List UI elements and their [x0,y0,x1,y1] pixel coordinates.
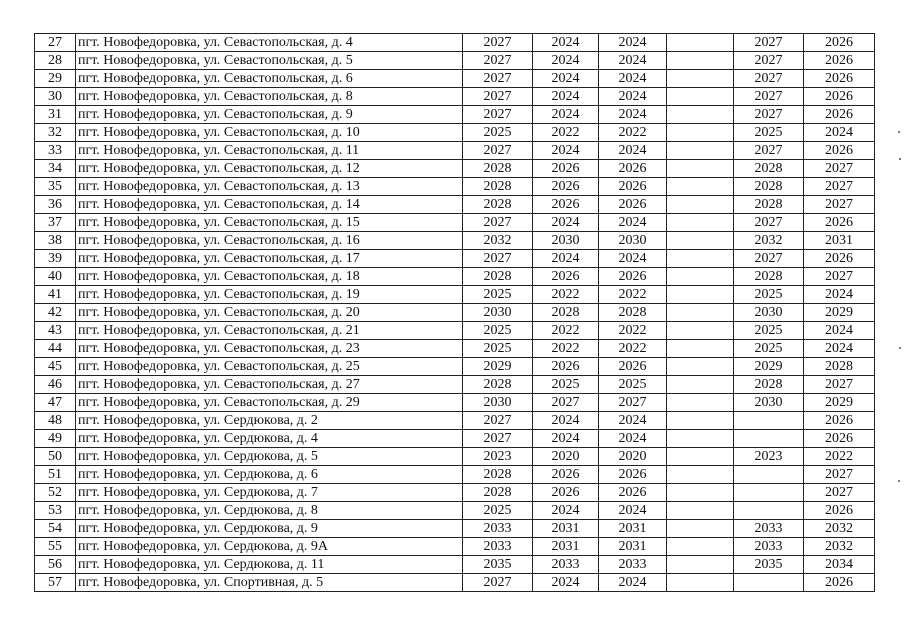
table-row [35,34,875,52]
year-col-5: 2027 [734,70,804,88]
year-col-6: 2026 [804,142,875,160]
table-row [35,106,875,124]
year-col-1: 2027 [463,574,533,592]
year-col-2: 2026 [533,268,599,286]
year-col-1: 2030 [463,394,533,412]
year-col-4 [667,340,734,358]
scan-speck [899,158,901,160]
year-col-6: 2026 [804,70,875,88]
year-col-4 [667,70,734,88]
year-col-2: 2024 [533,88,599,106]
year-col-2: 2026 [533,484,599,502]
year-col-2: 2025 [533,376,599,394]
year-col-1: 2028 [463,178,533,196]
row-number: 40 [35,268,76,286]
year-col-4 [667,484,734,502]
year-col-2: 2024 [533,574,599,592]
year-col-1: 2025 [463,286,533,304]
year-col-6: 2026 [804,106,875,124]
year-col-3: 2024 [599,502,667,520]
year-col-5: 2032 [734,232,804,250]
address-cell: пгт. Новофедоровка, ул. Севастопольская, д. 29 [76,394,463,412]
table-row [35,340,875,358]
year-col-3: 2031 [599,538,667,556]
year-col-3: 2026 [599,160,667,178]
row-number: 46 [35,376,76,394]
year-col-2: 2024 [533,34,599,52]
year-col-6: 2027 [804,178,875,196]
year-col-4 [667,160,734,178]
year-col-4 [667,430,734,448]
table-row [35,286,875,304]
address-cell: пгт. Новофедоровка, ул. Севастопольская, д. 18 [76,268,463,286]
address-cell: пгт. Новофедоровка, ул. Сердюкова, д. 2 [76,412,463,430]
year-col-5: 2027 [734,106,804,124]
year-col-5: 2025 [734,286,804,304]
year-col-1: 2032 [463,232,533,250]
year-col-3: 2022 [599,286,667,304]
year-col-4 [667,232,734,250]
year-col-6: 2028 [804,358,875,376]
table-row [35,322,875,340]
address-cell: пгт. Новофедоровка, ул. Севастопольская, д. 20 [76,304,463,322]
year-col-1: 2028 [463,160,533,178]
year-col-5: 2028 [734,196,804,214]
year-col-5: 2025 [734,340,804,358]
year-col-4 [667,34,734,52]
address-cell: пгт. Новофедоровка, ул. Сердюкова, д. 11 [76,556,463,574]
row-number: 47 [35,394,76,412]
year-col-3: 2024 [599,430,667,448]
table-body [35,34,875,592]
table-row [35,484,875,502]
year-col-5: 2025 [734,322,804,340]
year-col-3: 2026 [599,358,667,376]
year-col-6: 2024 [804,322,875,340]
row-number: 39 [35,250,76,268]
year-col-1: 2035 [463,556,533,574]
row-number: 50 [35,448,76,466]
year-col-6: 2026 [804,412,875,430]
address-cell: пгт. Новофедоровка, ул. Севастопольская, д. 4 [76,34,463,52]
year-col-6: 2022 [804,448,875,466]
address-cell: пгт. Новофедоровка, ул. Спортивная, д. 5 [76,574,463,592]
table-row [35,142,875,160]
year-col-1: 2025 [463,502,533,520]
year-col-1: 2027 [463,142,533,160]
row-number: 42 [35,304,76,322]
year-col-1: 2027 [463,34,533,52]
address-cell: пгт. Новофедоровка, ул. Севастопольская, д. 13 [76,178,463,196]
row-number: 45 [35,358,76,376]
year-col-1: 2027 [463,106,533,124]
year-col-4 [667,250,734,268]
year-col-4 [667,178,734,196]
row-number: 57 [35,574,76,592]
address-cell: пгт. Новофедоровка, ул. Севастопольская, д. 21 [76,322,463,340]
year-col-2: 2024 [533,52,599,70]
year-col-4 [667,376,734,394]
row-number: 51 [35,466,76,484]
year-col-3: 2026 [599,484,667,502]
year-col-3: 2024 [599,34,667,52]
year-col-4 [667,322,734,340]
address-cell: пгт. Новофедоровка, ул. Севастопольская, д. 10 [76,124,463,142]
year-col-2: 2024 [533,430,599,448]
address-cell: пгт. Новофедоровка, ул. Сердюкова, д. 9А [76,538,463,556]
year-col-5: 2028 [734,160,804,178]
year-col-1: 2027 [463,70,533,88]
table-row [35,538,875,556]
year-col-3: 2024 [599,574,667,592]
year-col-4 [667,358,734,376]
year-col-6: 2029 [804,394,875,412]
year-col-5: 2033 [734,520,804,538]
table-row [35,196,875,214]
year-col-6: 2026 [804,214,875,232]
year-col-6: 2031 [804,232,875,250]
year-col-1: 2029 [463,358,533,376]
year-col-1: 2027 [463,88,533,106]
table-row [35,178,875,196]
row-number: 48 [35,412,76,430]
year-col-4 [667,502,734,520]
table-row [35,160,875,178]
year-col-4 [667,106,734,124]
address-cell: пгт. Новофедоровка, ул. Севастопольская, д. 27 [76,376,463,394]
year-col-3: 2024 [599,70,667,88]
year-col-6: 2027 [804,268,875,286]
year-col-1: 2030 [463,304,533,322]
year-col-6: 2024 [804,124,875,142]
table-row [35,358,875,376]
row-number: 31 [35,106,76,124]
address-cell: пгт. Новофедоровка, ул. Сердюкова, д. 5 [76,448,463,466]
year-col-4 [667,520,734,538]
year-col-1: 2023 [463,448,533,466]
year-col-3: 2026 [599,268,667,286]
address-cell: пгт. Новофедоровка, ул. Сердюкова, д. 8 [76,502,463,520]
year-col-3: 2022 [599,322,667,340]
address-cell: пгт. Новофедоровка, ул. Севастопольская, д. 8 [76,88,463,106]
year-col-3: 2024 [599,412,667,430]
year-col-4 [667,556,734,574]
year-col-3: 2026 [599,178,667,196]
year-col-4 [667,394,734,412]
year-col-1: 2028 [463,466,533,484]
year-col-4 [667,196,734,214]
year-col-3: 2031 [599,520,667,538]
year-col-1: 2033 [463,538,533,556]
year-col-3: 2024 [599,52,667,70]
address-cell: пгт. Новофедоровка, ул. Севастопольская, д. 17 [76,250,463,268]
year-col-5: 2028 [734,268,804,286]
year-col-3: 2022 [599,124,667,142]
year-col-5: 2027 [734,250,804,268]
year-col-5: 2025 [734,124,804,142]
year-col-1: 2027 [463,412,533,430]
row-number: 33 [35,142,76,160]
year-col-1: 2028 [463,376,533,394]
row-number: 35 [35,178,76,196]
table-row [35,448,875,466]
year-col-1: 2025 [463,340,533,358]
year-col-5: 2023 [734,448,804,466]
table-row [35,466,875,484]
year-col-1: 2028 [463,196,533,214]
year-col-1: 2027 [463,430,533,448]
address-cell: пгт. Новофедоровка, ул. Сердюкова, д. 6 [76,466,463,484]
year-col-3: 2026 [599,466,667,484]
year-col-6: 2024 [804,286,875,304]
row-number: 53 [35,502,76,520]
year-col-5: 2033 [734,538,804,556]
year-col-2: 2024 [533,106,599,124]
year-col-1: 2027 [463,52,533,70]
year-col-1: 2025 [463,124,533,142]
address-cell: пгт. Новофедоровка, ул. Севастопольская, д. 5 [76,52,463,70]
year-col-3: 2026 [599,196,667,214]
year-col-2: 2024 [533,250,599,268]
row-number: 37 [35,214,76,232]
year-col-6: 2026 [804,250,875,268]
table-row [35,430,875,448]
year-col-1: 2033 [463,520,533,538]
year-col-3: 2033 [599,556,667,574]
address-cell: пгт. Новофедоровка, ул. Севастопольская, д. 25 [76,358,463,376]
year-col-2: 2026 [533,160,599,178]
row-number: 49 [35,430,76,448]
year-col-2: 2024 [533,412,599,430]
year-col-2: 2033 [533,556,599,574]
address-cell: пгт. Новофедоровка, ул. Севастопольская, д. 9 [76,106,463,124]
year-col-6: 2032 [804,520,875,538]
year-col-5: 2027 [734,88,804,106]
table-row [35,304,875,322]
year-col-2: 2024 [533,70,599,88]
year-col-6: 2026 [804,502,875,520]
year-col-5: 2030 [734,304,804,322]
row-number: 32 [35,124,76,142]
year-col-3: 2022 [599,340,667,358]
table-row [35,394,875,412]
year-col-3: 2024 [599,106,667,124]
year-col-4 [667,88,734,106]
year-col-5 [734,412,804,430]
address-cell: пгт. Новофедоровка, ул. Севастопольская, д. 16 [76,232,463,250]
year-col-2: 2030 [533,232,599,250]
scan-speck [898,480,900,482]
row-number: 41 [35,286,76,304]
year-col-4 [667,538,734,556]
year-col-4 [667,412,734,430]
year-col-2: 2020 [533,448,599,466]
year-col-5 [734,484,804,502]
table-row [35,268,875,286]
row-number: 38 [35,232,76,250]
year-col-4 [667,142,734,160]
year-col-6: 2027 [804,484,875,502]
table-row [35,556,875,574]
year-col-6: 2026 [804,52,875,70]
year-col-2: 2026 [533,196,599,214]
year-col-2: 2024 [533,502,599,520]
table-row [35,250,875,268]
address-cell: пгт. Новофедоровка, ул. Севастопольская, д. 14 [76,196,463,214]
year-col-6: 2027 [804,376,875,394]
row-number: 44 [35,340,76,358]
address-cell: пгт. Новофедоровка, ул. Сердюкова, д. 9 [76,520,463,538]
year-col-6: 2032 [804,538,875,556]
row-number: 43 [35,322,76,340]
year-col-3: 2024 [599,142,667,160]
row-number: 27 [35,34,76,52]
table-row [35,412,875,430]
year-col-1: 2028 [463,268,533,286]
year-col-2: 2022 [533,340,599,358]
year-col-2: 2022 [533,286,599,304]
table-row [35,520,875,538]
year-col-2: 2026 [533,358,599,376]
address-cell: пгт. Новофедоровка, ул. Севастопольская, д. 15 [76,214,463,232]
year-col-6: 2027 [804,466,875,484]
year-col-6: 2026 [804,34,875,52]
year-col-3: 2027 [599,394,667,412]
year-col-5 [734,502,804,520]
year-col-6: 2026 [804,430,875,448]
row-number: 30 [35,88,76,106]
year-col-4 [667,286,734,304]
year-col-6: 2027 [804,196,875,214]
year-col-3: 2024 [599,214,667,232]
year-col-1: 2025 [463,322,533,340]
year-col-2: 2028 [533,304,599,322]
row-number: 34 [35,160,76,178]
year-col-2: 2026 [533,466,599,484]
year-col-4 [667,124,734,142]
row-number: 56 [35,556,76,574]
year-col-3: 2028 [599,304,667,322]
row-number: 52 [35,484,76,502]
year-col-5: 2029 [734,358,804,376]
year-col-6: 2029 [804,304,875,322]
table-row [35,52,875,70]
year-col-2: 2022 [533,322,599,340]
year-col-5: 2028 [734,376,804,394]
address-cell: пгт. Новофедоровка, ул. Севастопольская, д. 6 [76,70,463,88]
year-col-2: 2024 [533,142,599,160]
year-col-2: 2022 [533,124,599,142]
address-cell: пгт. Новофедоровка, ул. Севастопольская, д. 19 [76,286,463,304]
year-col-1: 2027 [463,250,533,268]
year-col-5 [734,574,804,592]
year-col-2: 2027 [533,394,599,412]
year-col-6: 2026 [804,88,875,106]
table-row [35,124,875,142]
table-row [35,574,875,592]
housing-repair-table [34,33,875,592]
year-col-5: 2028 [734,178,804,196]
year-col-2: 2031 [533,520,599,538]
year-col-6: 2034 [804,556,875,574]
year-col-2: 2031 [533,538,599,556]
row-number: 36 [35,196,76,214]
table-row [35,70,875,88]
year-col-5 [734,466,804,484]
table-row [35,376,875,394]
year-col-2: 2024 [533,214,599,232]
year-col-6: 2024 [804,340,875,358]
row-number: 29 [35,70,76,88]
year-col-3: 2024 [599,88,667,106]
year-col-5: 2027 [734,142,804,160]
year-col-1: 2027 [463,214,533,232]
year-col-1: 2028 [463,484,533,502]
year-col-4 [667,268,734,286]
year-col-5: 2027 [734,52,804,70]
year-col-5: 2027 [734,214,804,232]
address-cell: пгт. Новофедоровка, ул. Севастопольская, д. 12 [76,160,463,178]
year-col-5: 2035 [734,556,804,574]
year-col-6: 2026 [804,574,875,592]
year-col-2: 2026 [533,178,599,196]
year-col-4 [667,214,734,232]
table-row [35,232,875,250]
year-col-5: 2030 [734,394,804,412]
year-col-3: 2025 [599,376,667,394]
address-cell: пгт. Новофедоровка, ул. Сердюкова, д. 4 [76,430,463,448]
year-col-5: 2027 [734,34,804,52]
year-col-3: 2020 [599,448,667,466]
row-number: 54 [35,520,76,538]
year-col-4 [667,448,734,466]
scan-speck [899,347,901,349]
table-row [35,214,875,232]
year-col-4 [667,304,734,322]
address-cell: пгт. Новофедоровка, ул. Севастопольская, д. 11 [76,142,463,160]
year-col-4 [667,574,734,592]
row-number: 55 [35,538,76,556]
table-row [35,88,875,106]
year-col-4 [667,466,734,484]
address-cell: пгт. Новофедоровка, ул. Сердюкова, д. 7 [76,484,463,502]
table-row [35,502,875,520]
year-col-5 [734,430,804,448]
address-cell: пгт. Новофедоровка, ул. Севастопольская, д. 23 [76,340,463,358]
year-col-3: 2024 [599,250,667,268]
scan-speck [898,131,900,133]
row-number: 28 [35,52,76,70]
year-col-3: 2030 [599,232,667,250]
year-col-4 [667,52,734,70]
year-col-6: 2027 [804,160,875,178]
